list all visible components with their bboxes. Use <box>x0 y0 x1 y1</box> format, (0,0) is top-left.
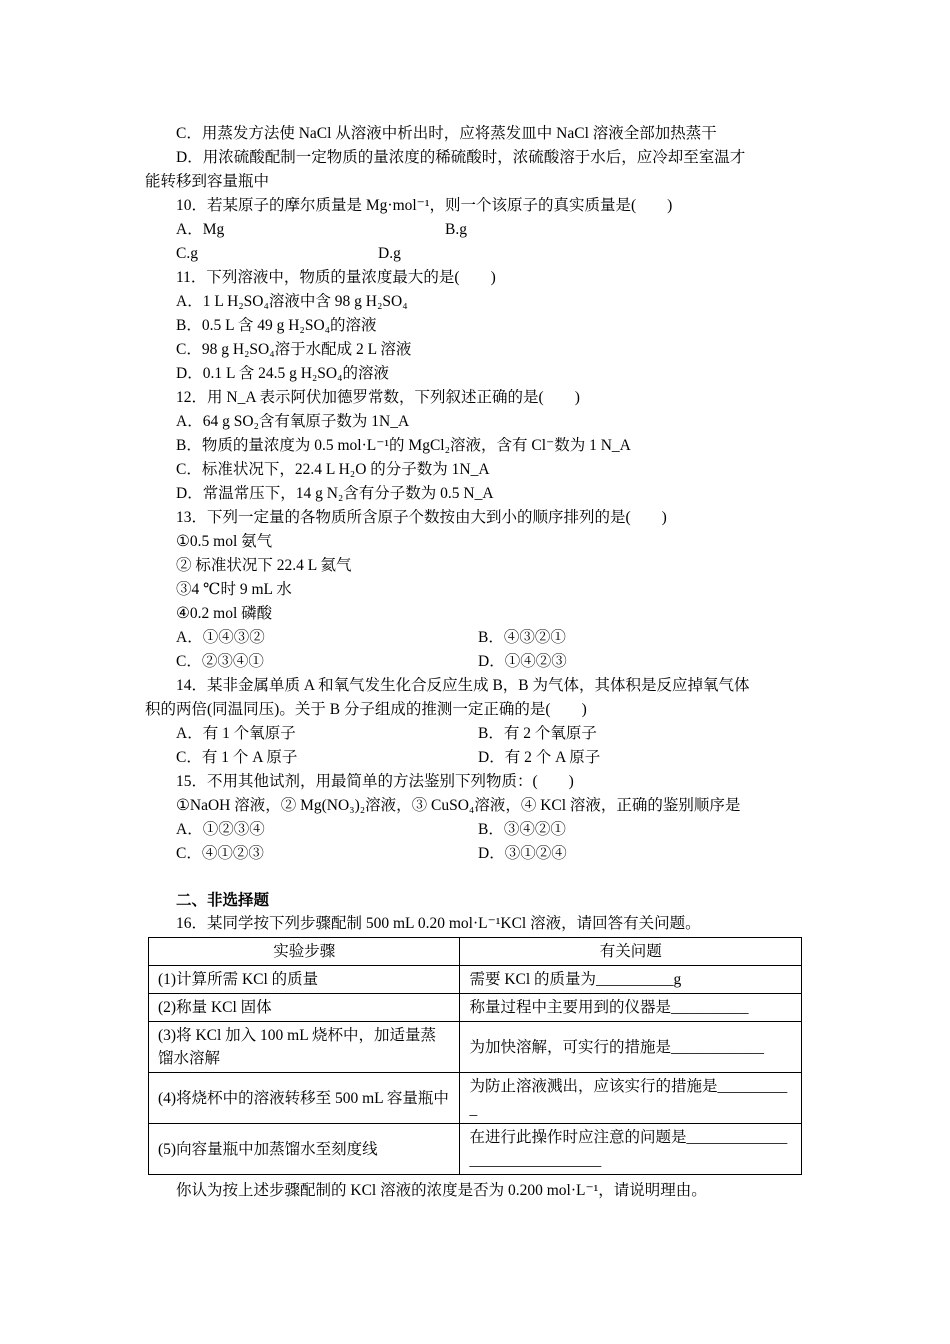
q13-option-c: C．②③④① <box>176 653 264 670</box>
q12-stem: 12．用 N_A 表示阿伏加德罗常数，下列叙述正确的是( ) <box>176 389 580 406</box>
q13-item-2: ② 标准状况下 22.4 L 氦气 <box>176 557 352 574</box>
q15-option-a: A．①②③④ <box>176 821 265 838</box>
q11-option-b: B．0.5 L 含 49 g H₂SO₄的溶液 <box>176 317 377 334</box>
table-cell-question: 称量过程中主要用到的仪器是__________ <box>460 994 802 1022</box>
q15-option-d: D．③①②④ <box>478 845 567 862</box>
q12-option-b: B．物质的量浓度为 0.5 mol·L⁻¹的 MgCl₂溶液，含有 Cl⁻数为 1 N_A <box>176 437 631 454</box>
q13-stem: 13．下列一定量的各物质所含原子个数按由大到小的顺序排列的是( ) <box>176 509 667 526</box>
q16-followup: 你认为按上述步骤配制的 KCl 溶液的浓度是否为 0.200 mol·L⁻¹，请说明理由。 <box>176 1182 707 1199</box>
q14-option-d: D．有 2 个 A 原子 <box>478 749 601 766</box>
q14-option-c: C．有 1 个 A 原子 <box>176 749 298 766</box>
q15-items: ①NaOH 溶液，② Mg(NO₃)₂溶液，③ CuSO₄溶液，④ KCl 溶液，正确的鉴别顺序是 <box>176 797 741 814</box>
table-row <box>149 1022 802 1073</box>
q14-stem-line2: 积的两倍(同温同压)。关于 B 分子组成的推测一定正确的是( ) <box>145 701 587 718</box>
q13-option-a: A．①④③② <box>176 629 265 646</box>
table-cell-step: (5)向容量瓶中加蒸馏水至刻度线 <box>149 1124 460 1175</box>
q11-option-d: D．0.1 L 含 24.5 g H₂SO₄的溶液 <box>176 365 390 382</box>
q13-item-1: ①0.5 mol 氨气 <box>176 533 273 550</box>
q10-stem: 10．若某原子的摩尔质量是 Mg·mol⁻¹，则一个该原子的真实质量是( ) <box>176 197 673 214</box>
q14-option-a: A．有 1 个氧原子 <box>176 725 296 742</box>
q12-option-d: D．常温常压下，14 g N₂含有分子数为 0.5 N_A <box>176 485 494 502</box>
table-cell-step: (3)将 KCl 加入 100 mL 烧杯中，加适量蒸馏水溶解 <box>149 1022 460 1073</box>
table-cell-question: 需要 KCl 的质量为__________g <box>460 966 802 994</box>
table-cell-step: (1)计算所需 KCl 的质量 <box>149 966 460 994</box>
q13-item-4: ④0.2 mol 磷酸 <box>176 605 273 622</box>
table-row <box>149 966 802 994</box>
q11-option-c: C．98 g H₂SO₄溶于水配成 2 L 溶液 <box>176 341 412 358</box>
table-cell-question: 为加快溶解，可实行的措施是____________ <box>460 1022 802 1073</box>
table-row <box>149 1124 802 1175</box>
q9-option-d-line2: 能转移到容量瓶中 <box>145 173 270 190</box>
q11-option-a: A．1 L H₂SO₄溶液中含 98 g H₂SO₄ <box>176 293 408 310</box>
q11-stem: 11．下列溶液中，物质的量浓度最大的是( ) <box>176 269 496 286</box>
table-header-question: 有关问题 <box>460 938 802 966</box>
q15-option-c: C．④①②③ <box>176 845 264 862</box>
q10-option-b: B.g <box>445 221 467 238</box>
table-cell-question: 在进行此操作时应注意的问题是______________________________ <box>460 1124 802 1175</box>
table-row <box>149 994 802 1022</box>
table-cell-step: (4)将烧杯中的溶液转移至 500 mL 容量瓶中 <box>149 1073 460 1124</box>
table-header-row <box>149 938 802 966</box>
q9-option-d-line1: D．用浓硫酸配制一定物质的量浓度的稀硫酸时，浓硫酸溶于水后，应冷却至室温才 <box>176 149 746 166</box>
q10-option-d: D.g <box>378 245 401 262</box>
q10-option-a: A．Mg <box>176 221 225 238</box>
q14-option-b: B．有 2 个氧原子 <box>478 725 597 742</box>
q16-stem: 16．某同学按下列步骤配制 500 mL 0.20 mol·L⁻¹KCl 溶液，请回答有关问题。 <box>176 915 701 932</box>
q13-option-b: B．④③②① <box>478 629 566 646</box>
table-cell-question: 为防止溶液溅出，应该实行的措施是__________ <box>460 1073 802 1124</box>
q15-option-b: B．③④②① <box>478 821 566 838</box>
table-cell-step: (2)称量 KCl 固体 <box>149 994 460 1022</box>
q9-option-c: C．用蒸发方法使 NaCl 从溶液中析出时，应将蒸发皿中 NaCl 溶液全部加热蒸干 <box>176 125 717 142</box>
q10-option-c: C.g <box>176 245 198 262</box>
table-header-step: 实验步骤 <box>149 938 460 966</box>
q12-option-c: C．标准状况下，22.4 L H₂O 的分子数为 1N_A <box>176 461 490 478</box>
q13-item-3: ③4 ℃时 9 mL 水 <box>176 581 292 598</box>
q12-option-a: A．64 g SO₂含有氧原子数为 1N_A <box>176 413 410 430</box>
experiment-table <box>148 937 802 1175</box>
q13-option-d: D．①④②③ <box>478 653 567 670</box>
q15-stem: 15．不用其他试剂，用最简单的方法鉴别下列物质：( ) <box>176 773 574 790</box>
table-row <box>149 1073 802 1124</box>
q14-stem-line1: 14．某非金属单质 A 和氧气发生化合反应生成 B，B 为气体，其体积是反应掉氧气体 <box>176 677 750 694</box>
section-title: 二、非选择题 <box>176 892 270 909</box>
